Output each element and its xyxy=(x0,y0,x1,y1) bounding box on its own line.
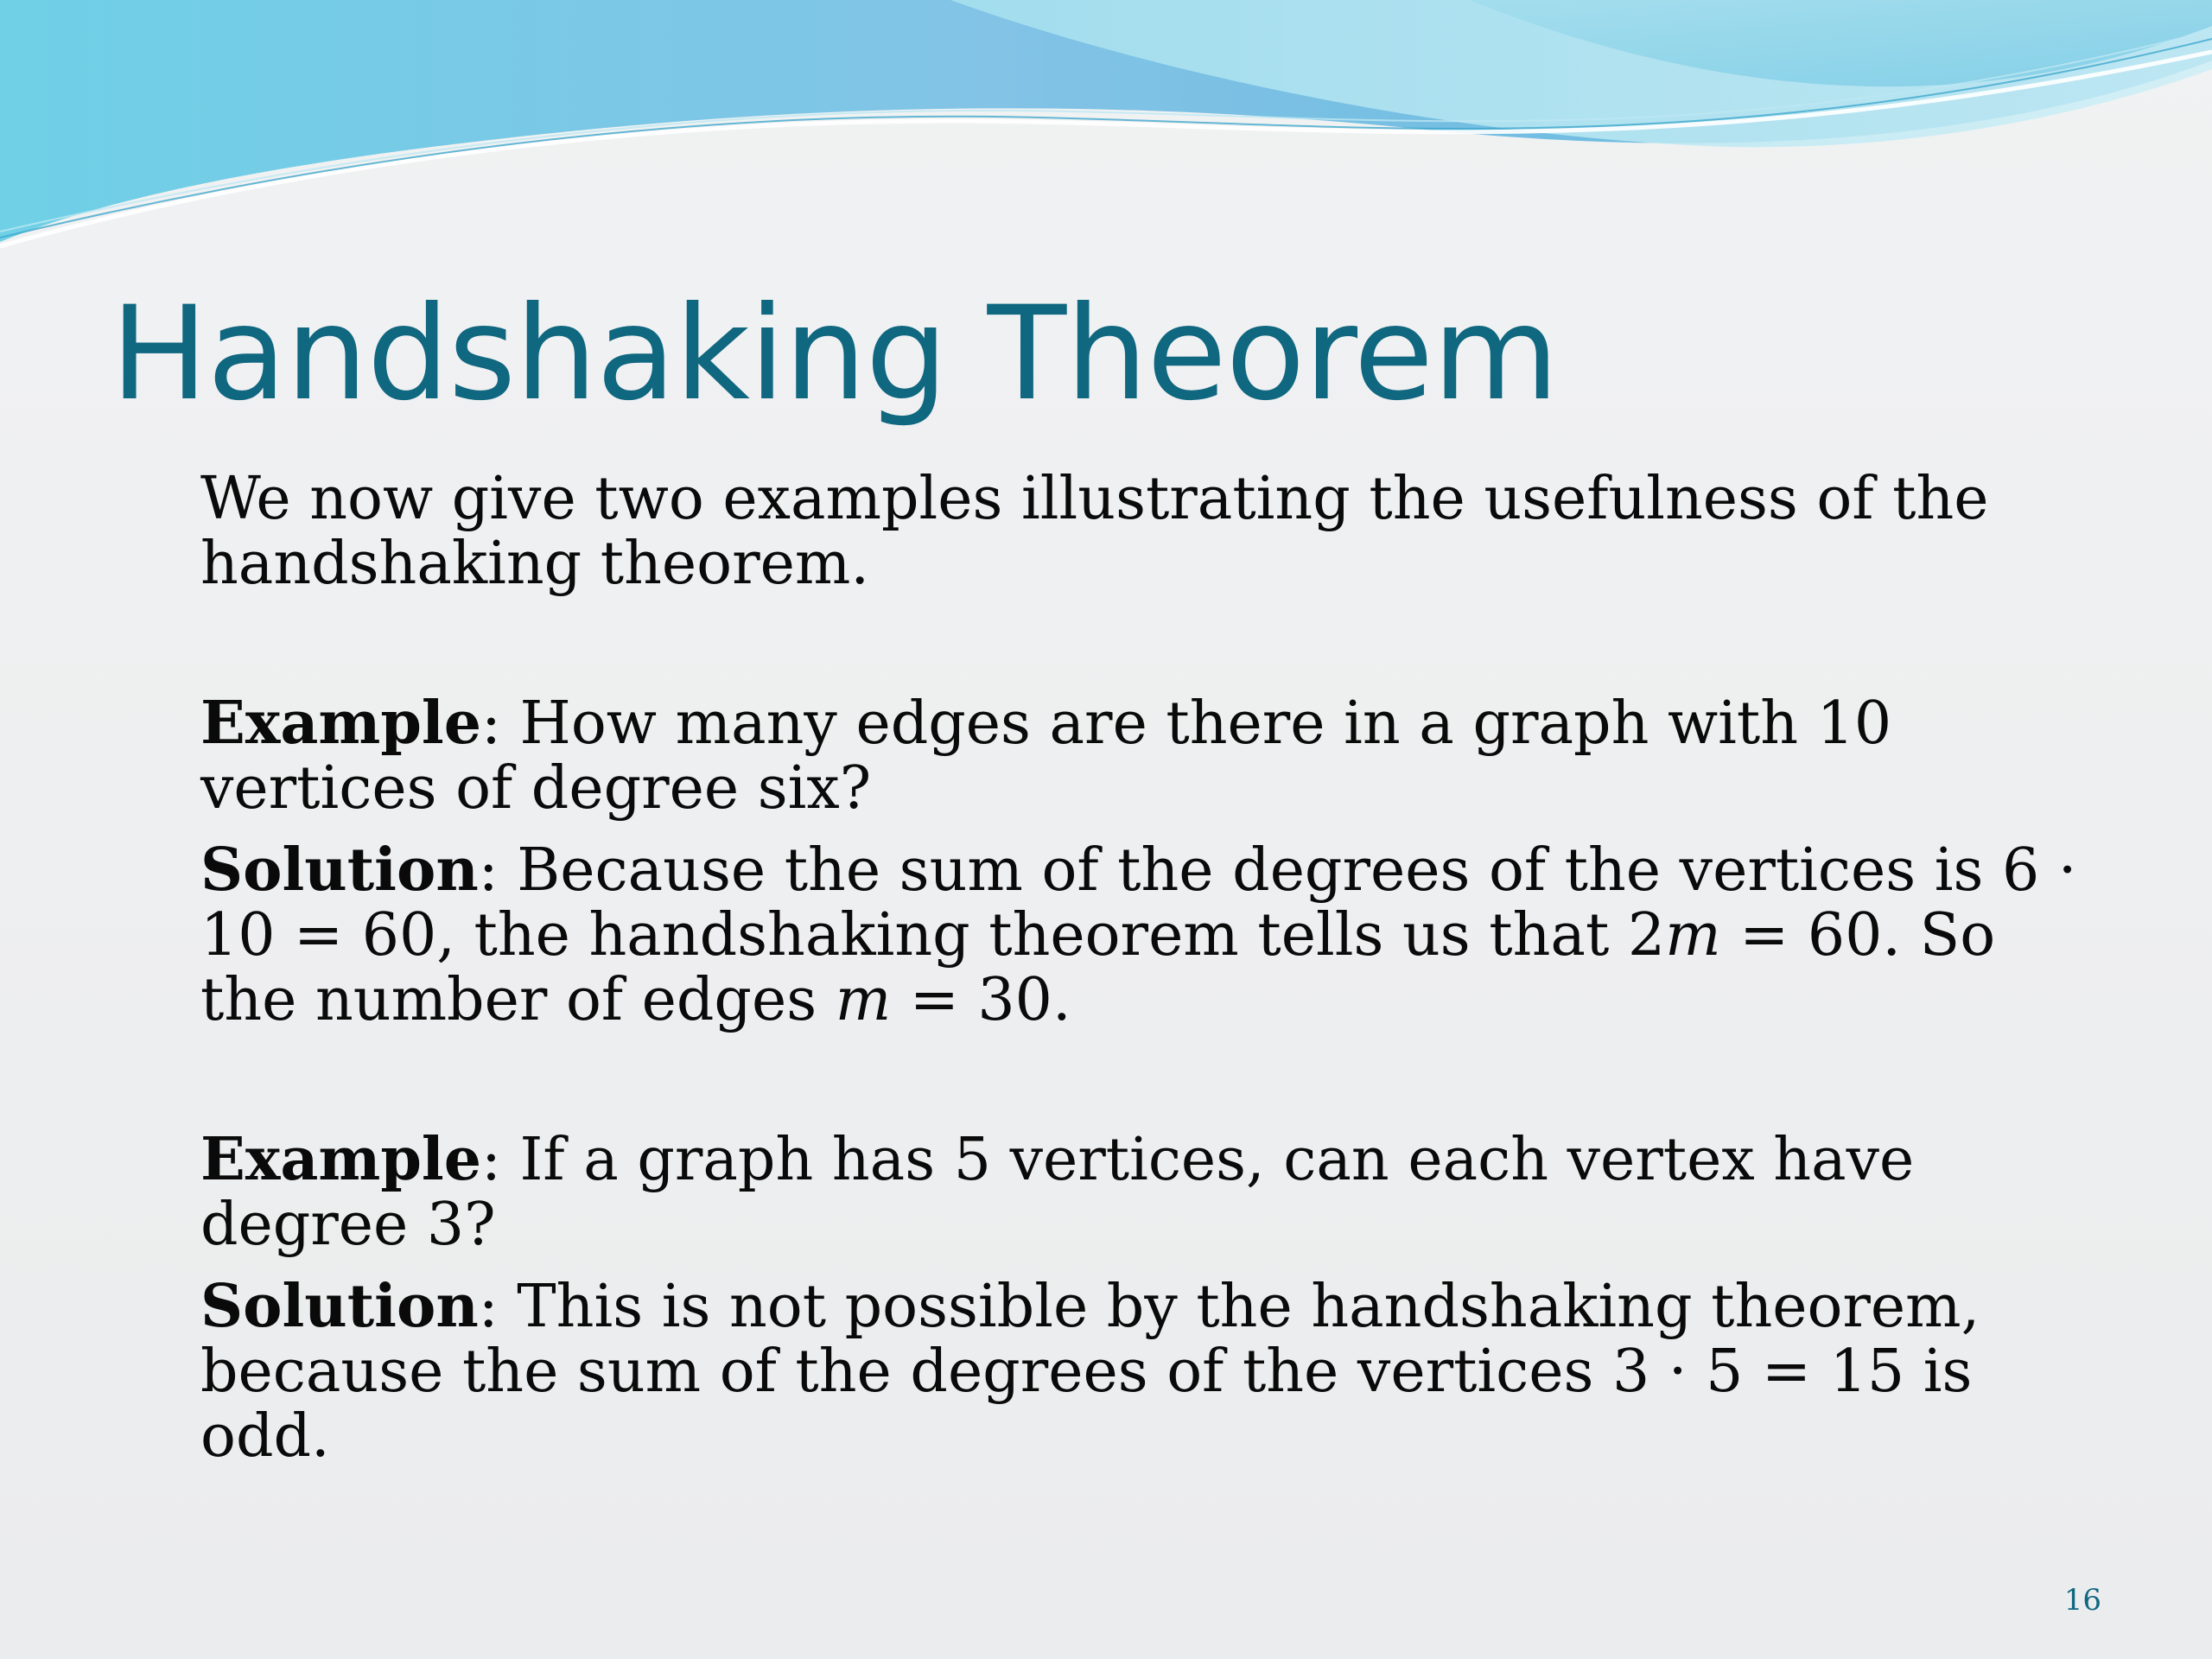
intro-paragraph: We now give two examples illustrating the usefulness of the handshaking theorem. xyxy=(200,465,1989,598)
example-2-text: : If a graph has 5 vertices, can each vertex have degree 3? xyxy=(200,1126,1915,1259)
solution-1-label: Solution xyxy=(200,836,479,905)
page-number: 16 xyxy=(2063,1583,2101,1618)
solution-2-text: : This is not possible by the handshaking theorem, because the sum of the degrees of the vertices 3 · 5 = 15 is odd. xyxy=(200,1273,1980,1471)
solution-1-text-a: : Because the sum of the degrees of the vertices is 6 · 10 = 60, the handshaking theorem tells us that 2 xyxy=(200,836,2077,969)
example-1-text: : How many edges are there in a graph with 10 vertices of degree six? xyxy=(200,690,1892,823)
slide-body xyxy=(200,467,2101,1469)
solution-2-label: Solution xyxy=(200,1272,479,1341)
solution-1 xyxy=(200,838,2101,1033)
solution-1-variable-m: m xyxy=(1665,901,1721,969)
solution-1-variable-m-2: m xyxy=(835,966,892,1034)
example-1-label: Example xyxy=(200,689,482,758)
solution-2 xyxy=(200,1274,2101,1469)
example-1 xyxy=(200,691,2101,821)
solution-1-text-b: = 60. So the number of edges xyxy=(200,901,1996,1034)
header-wave-decoration xyxy=(0,0,2212,276)
slide-title: Handshaking Theorem xyxy=(111,279,1559,429)
example-2-label: Example xyxy=(200,1125,482,1194)
example-2 xyxy=(200,1125,2101,1259)
solution-1-text-c: = 30. xyxy=(891,966,1071,1034)
